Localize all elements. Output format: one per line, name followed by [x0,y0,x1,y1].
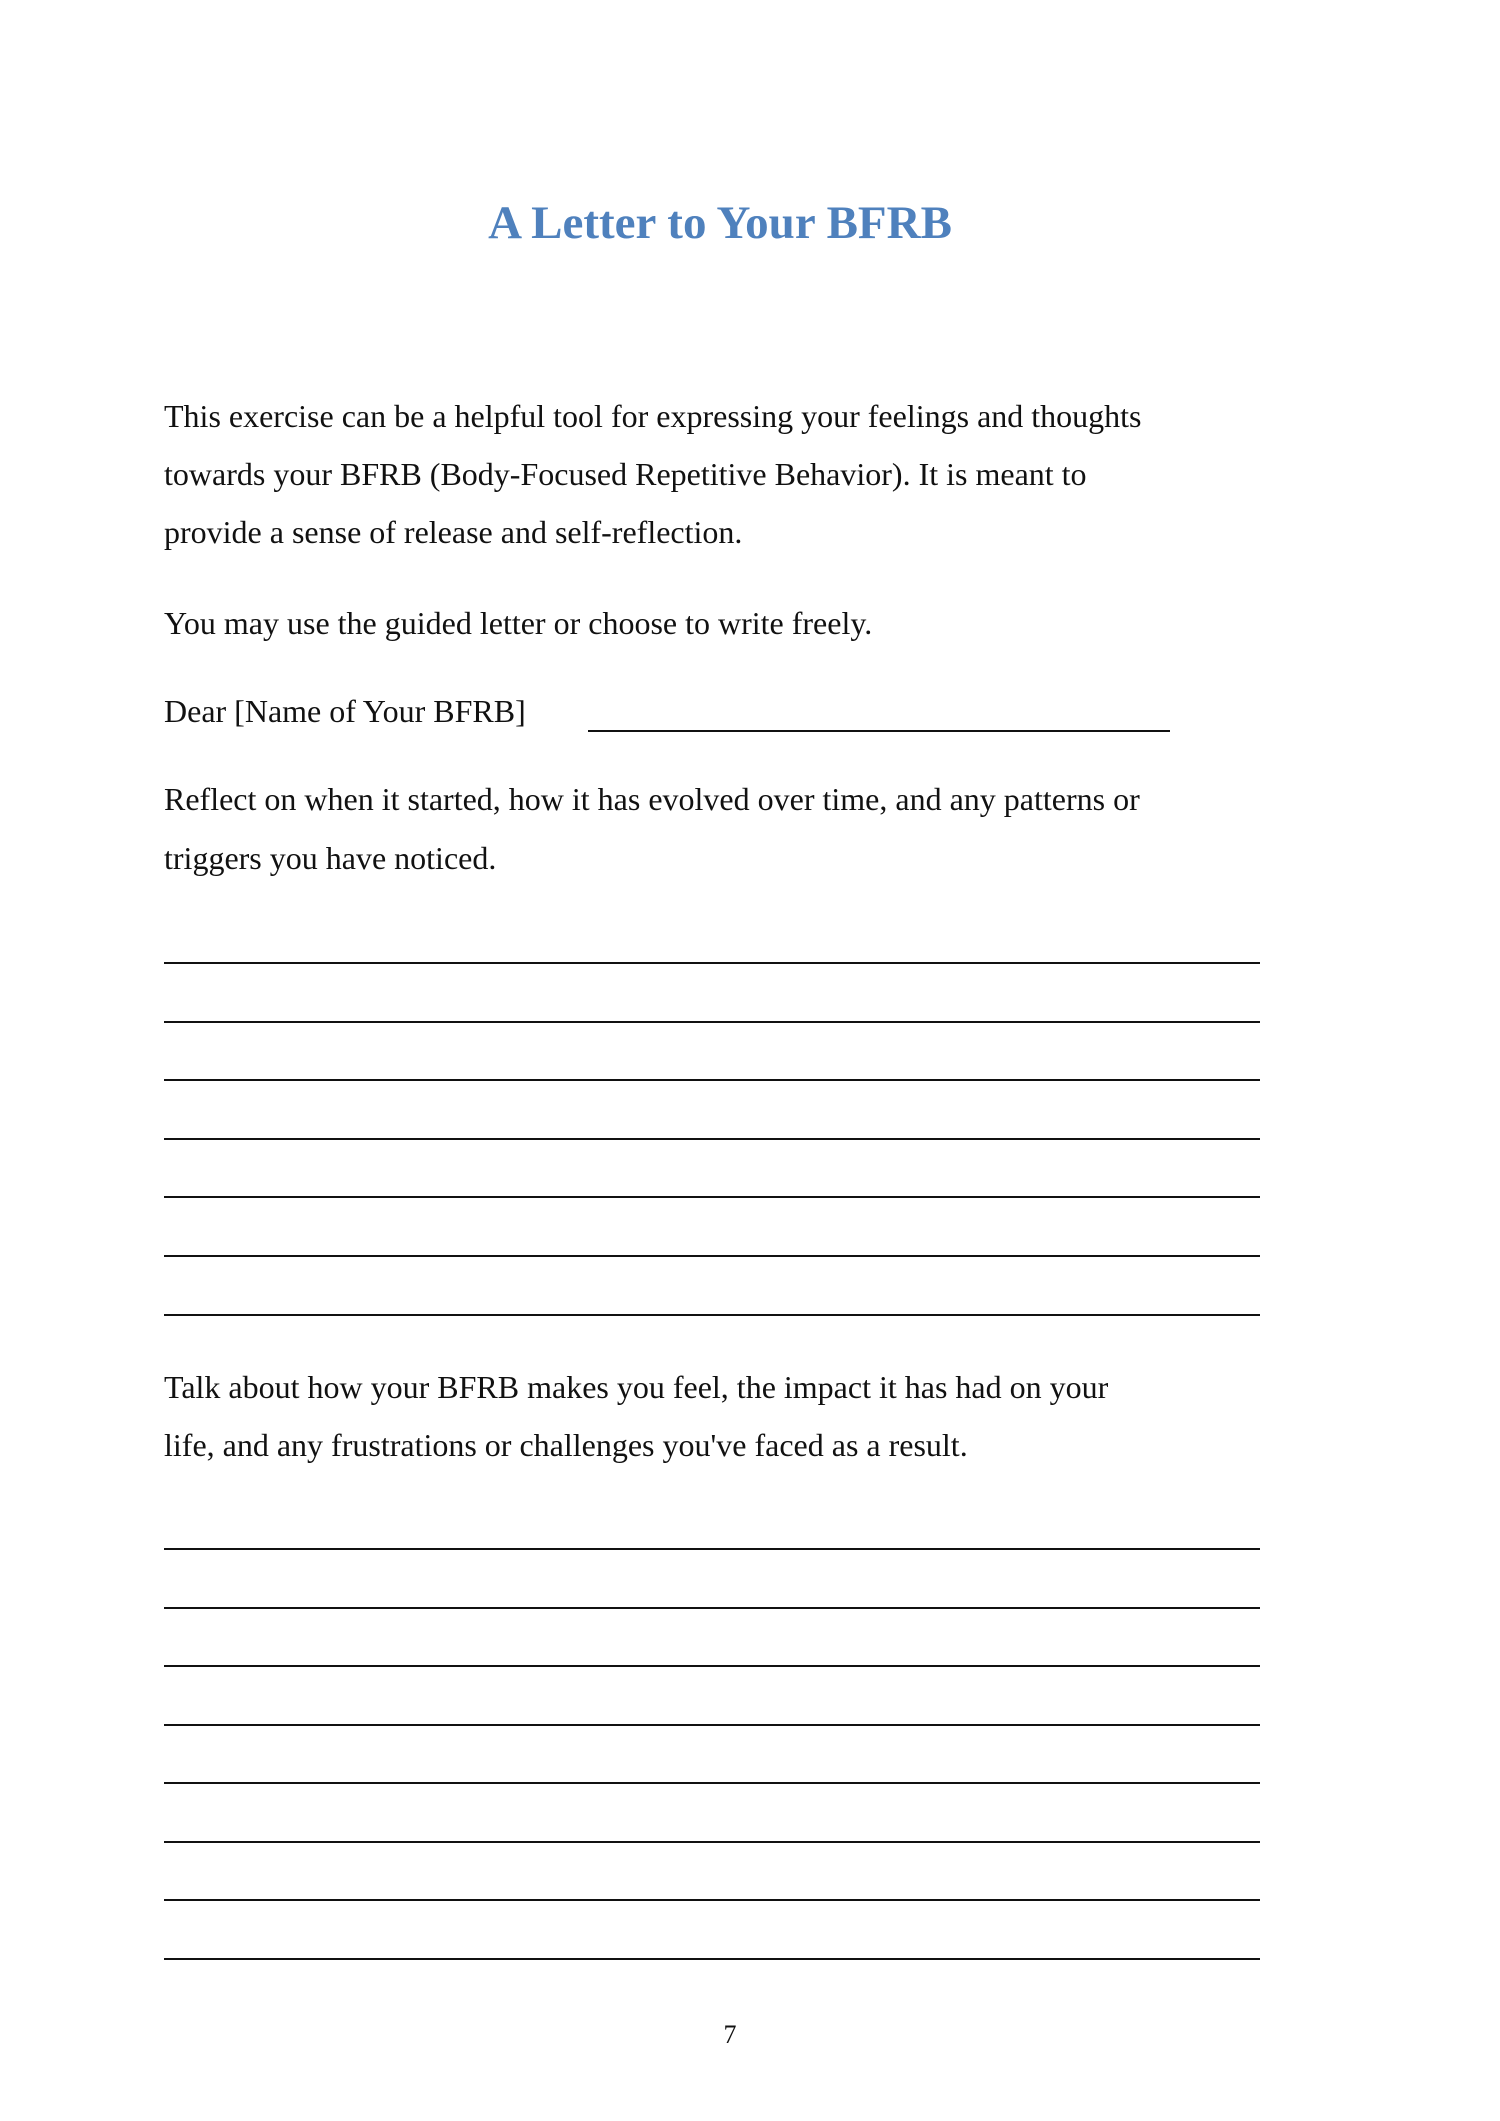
page-number: 7 [723,2020,737,2049]
writing-line[interactable] [164,1665,1260,1667]
intro-line-3: provide a sense of release and self-reflection. [164,514,743,550]
prompt1-line-1: Reflect on when it started, how it has evolved over time, and any patterns or [164,781,1140,817]
writing-line[interactable] [164,1079,1260,1081]
writing-line[interactable] [164,1958,1260,1960]
instruction-text: You may use the guided letter or choose to write freely. [164,605,873,641]
prompt2-line-2: life, and any frustrations or challenges you've faced as a result. [164,1427,968,1463]
page-title: A Letter to Your BFRB [488,197,952,249]
writing-line[interactable] [164,1782,1260,1784]
writing-line[interactable] [164,1255,1260,1257]
writing-line[interactable] [164,1841,1260,1843]
prompt1-line-2: triggers you have noticed. [164,840,497,876]
prompt2-line-1: Talk about how your BFRB makes you feel, the impact it has had on your [164,1369,1109,1405]
writing-line[interactable] [164,962,1260,964]
writing-line[interactable] [164,1196,1260,1198]
intro-line-1: This exercise can be a helpful tool for expressing your feelings and thoughts [164,398,1142,434]
writing-line[interactable] [164,1724,1260,1726]
writing-line[interactable] [164,1314,1260,1316]
salutation-label: Dear [Name of Your BFRB] [164,693,526,729]
writing-line[interactable] [164,1548,1260,1550]
writing-line[interactable] [164,1021,1260,1023]
writing-line[interactable] [164,1899,1260,1901]
writing-line[interactable] [164,1607,1260,1609]
intro-line-2: towards your BFRB (Body-Focused Repetitive Behavior). It is meant to [164,456,1087,492]
salutation-name-field[interactable] [588,730,1170,732]
writing-line[interactable] [164,1138,1260,1140]
